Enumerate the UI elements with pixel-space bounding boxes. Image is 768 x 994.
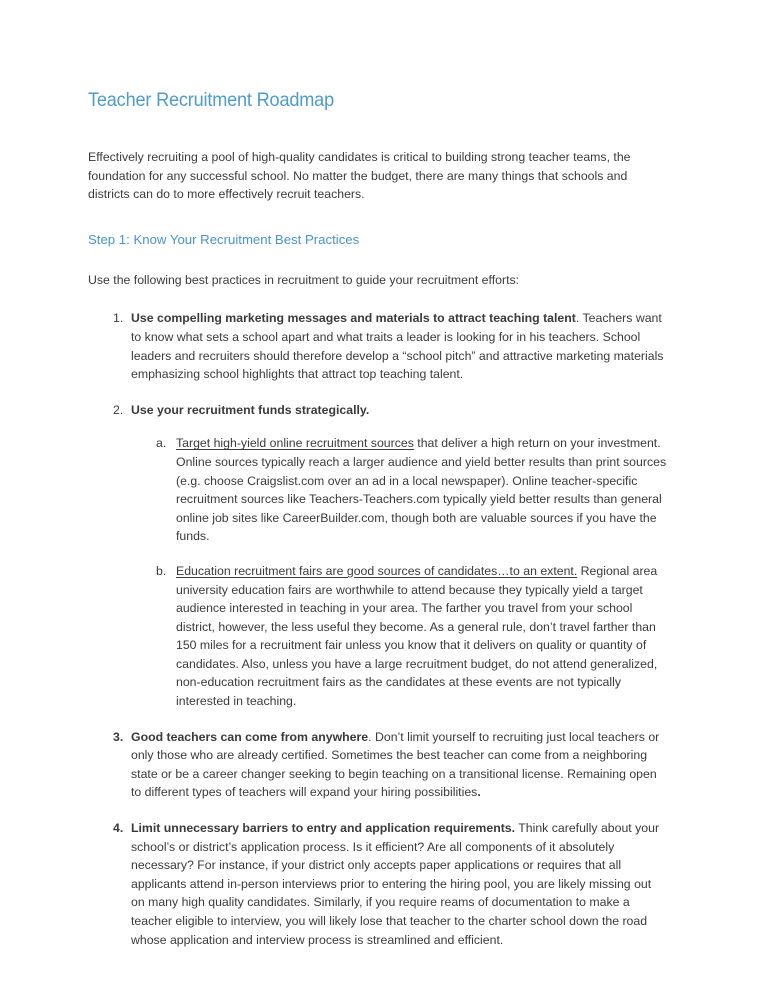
list-marker: 2. [113,402,124,417]
step-1-heading: Step 1: Know Your Recruitment Best Practices [88,231,360,247]
sub-list-item [131,434,668,546]
list-item [88,309,668,383]
page-title: Teacher Recruitment Roadmap [88,89,334,111]
list-item-text: Think carefully about your school’s or district’s application process. Is it efficient? Are all components of it absolutely necessary? For instance, if your district only accepts paper applications or requires that all applicants attend in-person interviews prior to entering the hiring pool, you are likely missing out on many high quality candidates. Similarly, if you require reams of documentation to make a teacher eligible to interview, you will likely lose that teacher to the charter school down the road whose application and interview process is streamlined and efficient. [131,821,660,947]
sub-list-item-body [176,436,666,543]
list-item-lead: Use compelling marketing messages and materials to attract teaching talent [131,311,576,326]
list-item-body [131,730,659,800]
document-content [88,0,668,949]
sub-list-item [131,562,668,711]
sub-list-item-body [176,564,657,708]
list-marker: 3. [113,729,124,744]
step-1-lead-in: Use the following best practices in recruitment to guide your recruitment efforts: [88,272,520,287]
sub-list-item-text: that deliver a high return on your investment. Online sources typically reach a larger audience and yield better results than print sources (e.g. choose Craigslist.com over an ad in a local newspaper). Online teacher-specific recruitment sources like Teachers-Teachers.com typically yield better results than general online job sites like CareerBuilder.com, though both are valuable sources if you have the funds. [176,436,667,544]
list-item-lead: Good teachers can come from anywhere [131,729,369,744]
list-item-body [131,311,663,381]
sub-list-marker: b. [156,563,167,578]
list-item-body [131,403,369,417]
sub-list-item-lead: Education recruitment fairs are good sources of candidates…to an extent. [176,563,578,578]
intro-paragraph: Effectively recruiting a pool of high-quality candidates is critical to building strong teacher teams, the foundation for any successful school. No matter the budget, there are many things that schools and districts can do to more effectively recruit teachers. [88,150,631,202]
list-item-lead: Use your recruitment funds strategically. [131,402,370,417]
list-item-body [131,821,659,947]
sub-list-item-text: Regional area university education fairs are worthwhile to attend because they typically yield a target audience interested in teaching in your area. The farther you travel from your school district, however, the less useful they become. As a general rule, don’t travel farther than 150 miles for a recruitment fair unless you know that it delivers on quality or quantity of candidates. Also, unless you have a large recruitment budget, do not attend generalized, non-education recruitment fairs as the candidates at these events are not typically interested in teaching. [176,563,658,709]
list-item [88,401,668,711]
list-item-tail: . [477,785,481,800]
sub-list-item-lead: Target high-yield online recruitment sources [176,436,414,451]
list-item [88,819,668,949]
list-item-text: . Teachers want to know what sets a school apart and what traits a leader is looking for in his teachers. School leaders and recruiters should therefore develop a “school pitch” and attractive marketing materials emphasizing school highlights that attract top teaching talent. [131,311,664,382]
best-practices-list [88,289,668,949]
sub-list-marker: a. [156,436,167,451]
list-item-lead: Limit unnecessary barriers to entry and application requirements. [131,821,516,836]
list-marker: 1. [113,311,124,326]
list-item [88,728,668,802]
list-marker: 4. [113,821,124,836]
recruitment-funds-sublist [131,419,668,710]
list-item-text: . Don’t limit yourself to recruiting just local teachers or only those who are already certified. Sometimes the best teacher can come from a neighboring state or be a career changer seeking to begin teaching on a transitional license. Remaining open to different types of teachers will expand your hiring possibilities [131,729,660,800]
